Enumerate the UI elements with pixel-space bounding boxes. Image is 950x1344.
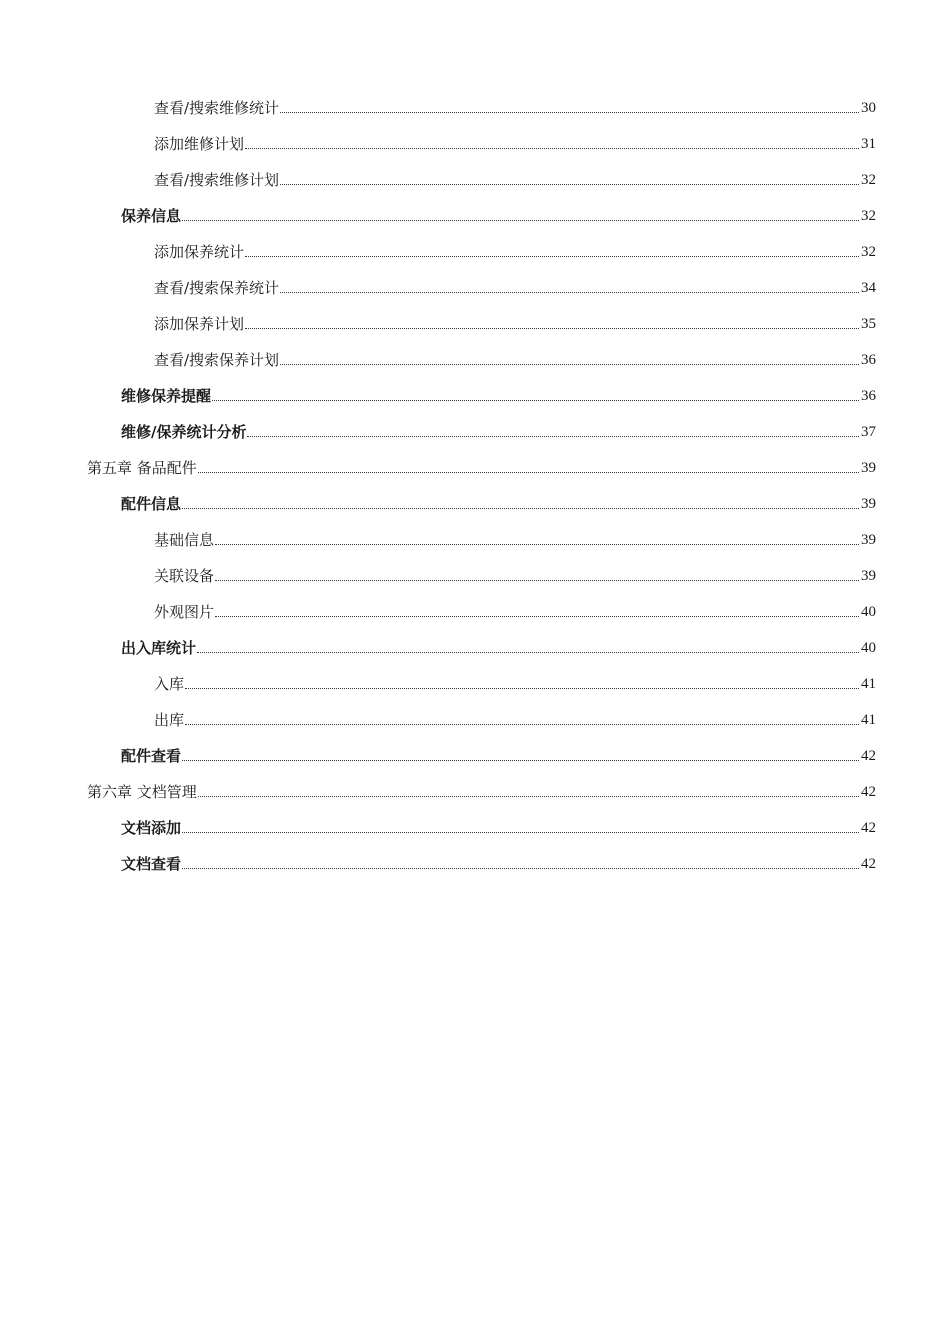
toc-entry-page: 40 — [861, 604, 876, 620]
toc-entry[interactable] — [87, 621, 876, 657]
toc-entry-label: 查看/搜索维修统计 — [154, 99, 280, 117]
toc-entry-page: 32 — [861, 172, 876, 188]
toc-dot-leader — [247, 436, 859, 437]
toc-dot-leader — [212, 400, 859, 401]
toc-dot-leader — [245, 256, 859, 257]
toc-dot-leader — [182, 868, 859, 869]
toc-entry[interactable] — [87, 369, 876, 405]
toc-entry[interactable] — [87, 477, 876, 513]
toc-entry-label: 添加维修计划 — [154, 135, 245, 153]
toc-entry-page: 32 — [861, 244, 876, 260]
toc-entry[interactable] — [87, 801, 876, 837]
toc-dot-leader — [280, 292, 859, 293]
toc-entry-label: 关联设备 — [154, 567, 215, 585]
toc-entry-label: 查看/搜索保养统计 — [154, 279, 280, 297]
table-of-contents — [87, 81, 876, 873]
toc-entry-page: 34 — [861, 280, 876, 296]
toc-entry-label: 保养信息 — [121, 207, 182, 225]
toc-dot-leader — [198, 472, 859, 473]
toc-dot-leader — [185, 724, 859, 725]
toc-entry-label: 入库 — [154, 675, 185, 693]
toc-entry-label: 第五章 备品配件 — [87, 459, 197, 477]
toc-entry[interactable] — [87, 117, 876, 153]
toc-entry-page: 42 — [861, 856, 876, 872]
toc-entry[interactable] — [87, 81, 876, 117]
toc-entry-page: 39 — [861, 460, 876, 476]
toc-entry-page: 42 — [861, 748, 876, 764]
toc-dot-leader — [215, 580, 859, 581]
toc-entry[interactable] — [87, 405, 876, 441]
toc-entry-label: 查看/搜索维修计划 — [154, 171, 280, 189]
toc-entry[interactable] — [87, 585, 876, 621]
toc-entry-label: 出库 — [154, 711, 185, 729]
toc-entry-label: 维修/保养统计分析 — [121, 423, 247, 441]
toc-entry-page: 36 — [861, 352, 876, 368]
toc-entry-label: 文档查看 — [121, 855, 182, 873]
toc-entry-page: 39 — [861, 568, 876, 584]
toc-dot-leader — [280, 112, 859, 113]
toc-entry-page: 42 — [861, 784, 876, 800]
toc-entry-label: 配件查看 — [121, 747, 182, 765]
toc-dot-leader — [215, 544, 859, 545]
toc-entry-label: 添加保养计划 — [154, 315, 245, 333]
toc-entry-page: 41 — [861, 676, 876, 692]
toc-dot-leader — [280, 364, 859, 365]
toc-entry[interactable] — [87, 513, 876, 549]
toc-entry-page: 40 — [861, 640, 876, 656]
toc-dot-leader — [182, 832, 859, 833]
toc-entry-page: 31 — [861, 136, 876, 152]
toc-entry[interactable] — [87, 657, 876, 693]
toc-entry-page: 39 — [861, 532, 876, 548]
toc-entry[interactable] — [87, 225, 876, 261]
toc-entry[interactable] — [87, 441, 876, 477]
toc-entry-label: 外观图片 — [154, 603, 215, 621]
toc-entry-page: 42 — [861, 820, 876, 836]
toc-entry-page: 32 — [861, 208, 876, 224]
toc-entry[interactable] — [87, 693, 876, 729]
toc-dot-leader — [245, 148, 859, 149]
toc-dot-leader — [280, 184, 859, 185]
toc-entry-label: 出入库统计 — [121, 639, 197, 657]
toc-dot-leader — [182, 760, 859, 761]
toc-dot-leader — [182, 220, 859, 221]
toc-entry-page: 30 — [861, 100, 876, 116]
toc-entry-page: 35 — [861, 316, 876, 332]
toc-entry-label: 配件信息 — [121, 495, 182, 513]
toc-entry-page: 39 — [861, 496, 876, 512]
toc-entry-label: 维修保养提醒 — [121, 387, 212, 405]
toc-entry[interactable] — [87, 549, 876, 585]
toc-entry-page: 37 — [861, 424, 876, 440]
toc-dot-leader — [182, 508, 859, 509]
toc-entry[interactable] — [87, 297, 876, 333]
toc-entry-page: 41 — [861, 712, 876, 728]
toc-entry[interactable] — [87, 189, 876, 225]
toc-entry-label: 添加保养统计 — [154, 243, 245, 261]
toc-entry-label: 查看/搜索保养计划 — [154, 351, 280, 369]
toc-entry-label: 文档添加 — [121, 819, 182, 837]
toc-dot-leader — [185, 688, 859, 689]
toc-dot-leader — [198, 796, 859, 797]
toc-dot-leader — [215, 616, 859, 617]
toc-entry[interactable] — [87, 153, 876, 189]
toc-entry[interactable] — [87, 729, 876, 765]
toc-dot-leader — [197, 652, 859, 653]
toc-entry-page: 36 — [861, 388, 876, 404]
toc-entry[interactable] — [87, 261, 876, 297]
toc-dot-leader — [245, 328, 859, 329]
toc-entry[interactable] — [87, 765, 876, 801]
toc-entry[interactable] — [87, 333, 876, 369]
toc-entry-label: 基础信息 — [154, 531, 215, 549]
toc-entry-label: 第六章 文档管理 — [87, 783, 197, 801]
toc-entry[interactable] — [87, 837, 876, 873]
